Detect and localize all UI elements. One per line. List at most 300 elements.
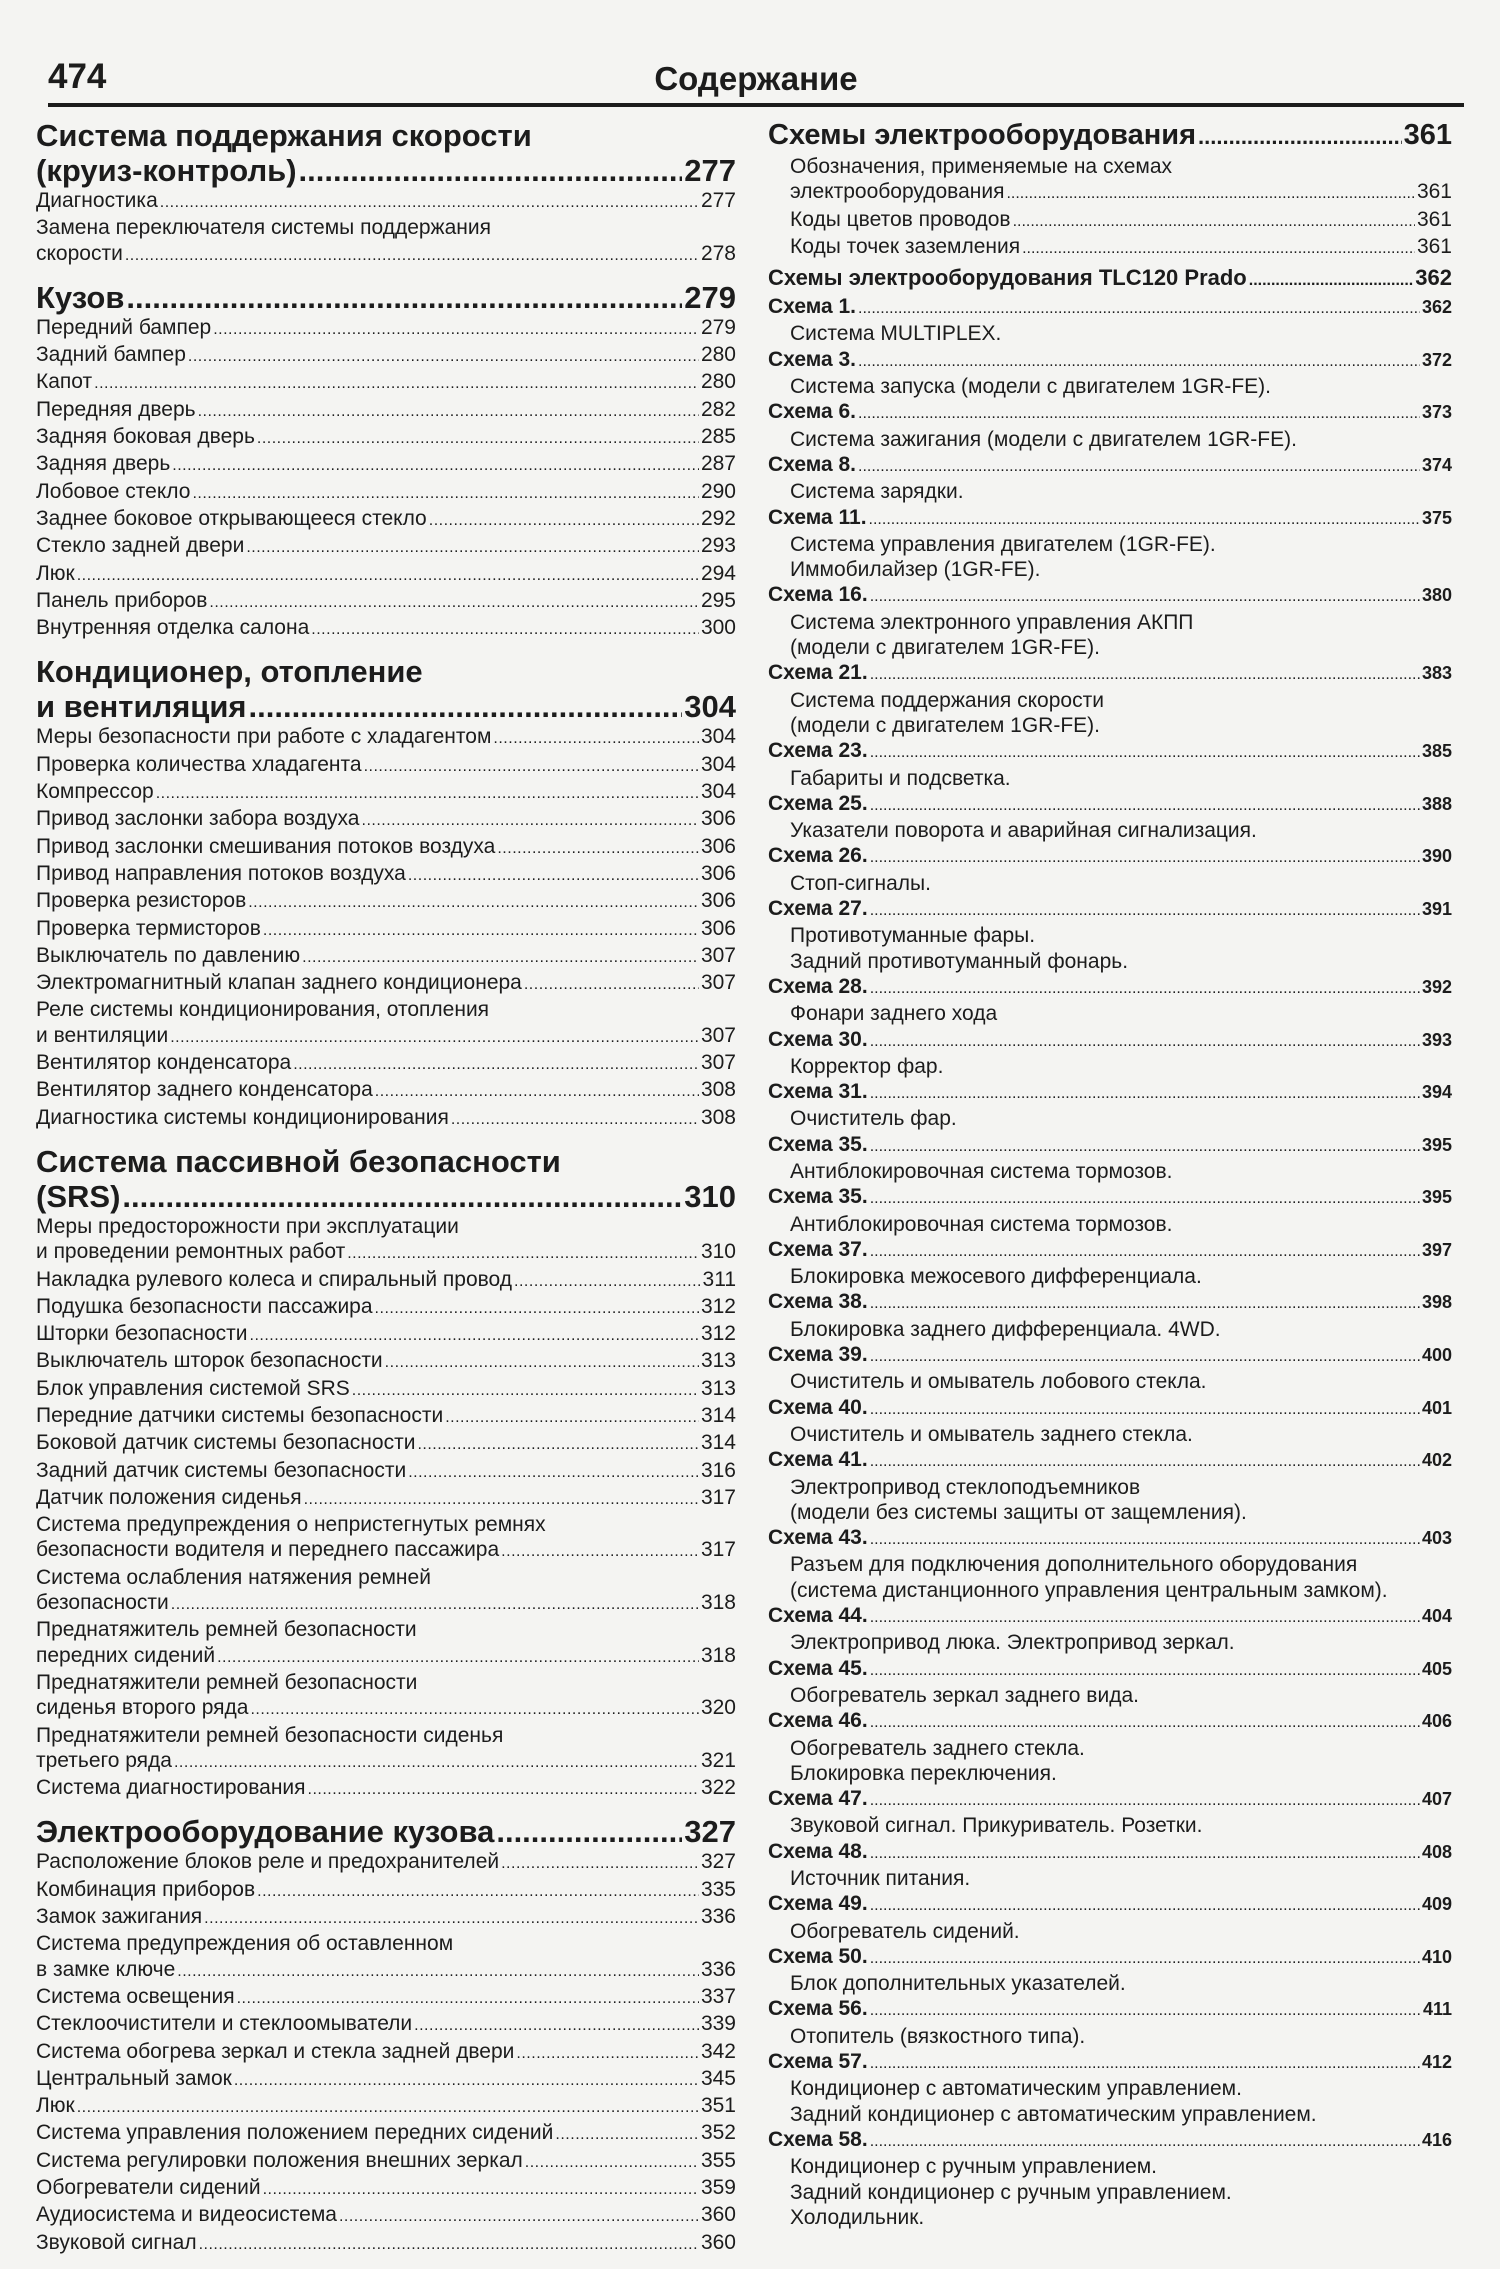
- toc-entry[interactable]: [36, 2066, 736, 2093]
- schema-page-number: 375: [1421, 507, 1452, 528]
- schema-entry[interactable]: [768, 1996, 1452, 2049]
- entry-line: [790, 179, 1452, 206]
- entry-page-number: 293: [700, 534, 736, 558]
- entry-line: [36, 1957, 736, 1984]
- leader-dots: [870, 1134, 1420, 1159]
- leader-dots: [870, 898, 1420, 923]
- entry-line: [36, 1984, 736, 2011]
- toc-entry[interactable]: [36, 916, 736, 943]
- toc-entry[interactable]: [36, 588, 736, 615]
- schema-description: Противотуманные фары.: [790, 924, 1036, 948]
- toc-entry[interactable]: [36, 561, 736, 588]
- entry-line: [36, 1849, 736, 1876]
- toc-entry[interactable]: [36, 1849, 736, 1876]
- entry-text: Заднее боковое открывающееся стекло: [36, 506, 427, 530]
- section-title-line: [36, 1814, 736, 1849]
- schema-entry[interactable]: [768, 505, 1452, 583]
- entry-page-number: 307: [700, 971, 736, 995]
- section-title[interactable]: [36, 118, 736, 188]
- schema-entry[interactable]: [768, 1184, 1452, 1237]
- schema-title: [768, 1237, 1452, 1264]
- schema-description: Блок дополнительных указателей.: [790, 1972, 1126, 1996]
- schema-title: [768, 1525, 1452, 1552]
- leader-dots: [869, 507, 1420, 532]
- entry-text: Обогреватели сидений: [36, 2176, 261, 2199]
- toc-entry[interactable]: [36, 779, 736, 806]
- toc-entry[interactable]: [36, 1485, 736, 1512]
- leader-dots: [870, 1658, 1420, 1683]
- entry-text-line: Обозначения, применяемые на схемах: [790, 155, 1172, 178]
- toc-entry[interactable]: [36, 397, 736, 424]
- schema-title: [768, 1786, 1452, 1813]
- toc-entry[interactable]: [36, 1105, 736, 1132]
- toc-entry[interactable]: [36, 215, 736, 268]
- schema-description: Задний кондиционер с автоматическим управлением.: [790, 2102, 1317, 2126]
- schema-entry[interactable]: [768, 791, 1452, 844]
- schema-page-number: 408: [1421, 1841, 1452, 1862]
- section-title[interactable]: [36, 1144, 736, 1214]
- entry-text: Привод заслонки смешивания потоков воздуха: [36, 834, 496, 858]
- schema-title: [768, 582, 1452, 609]
- entry-page-number: 277: [700, 189, 736, 212]
- toc-entry[interactable]: [36, 424, 736, 451]
- leader-dots: [217, 1645, 699, 1670]
- toc-entry[interactable]: [36, 1877, 736, 1904]
- section-title-text: (круиз-контроль): [36, 153, 297, 188]
- entry-text: Накладка рулевого колеса и спиральный провод: [36, 1267, 513, 1291]
- toc-entry[interactable]: [36, 997, 736, 1050]
- entry-text: и проведении ремонтных работ: [36, 1240, 346, 1264]
- schema-description: Антиблокировочная система тормозов.: [790, 1212, 1173, 1236]
- section-title-line: [36, 1179, 736, 1214]
- entry-line: [36, 2066, 736, 2093]
- toc-entry[interactable]: [36, 834, 736, 861]
- leader-dots: [496, 1814, 682, 1849]
- schema-page-number: 395: [1421, 1187, 1452, 1208]
- entry-page-number: 327: [700, 1850, 736, 1874]
- schema-description: Система запуска (модели с двигателем 1GR-FE).: [790, 375, 1272, 399]
- schema-description: Антиблокировочная система тормозов.: [790, 1159, 1173, 1183]
- toc-entry[interactable]: [36, 1512, 736, 1565]
- toc-entry[interactable]: [36, 1458, 736, 1485]
- page-title: Содержание: [654, 60, 858, 97]
- entry-line: [36, 188, 736, 215]
- schema-title: [768, 505, 1452, 532]
- leader-dots: [870, 1449, 1420, 1474]
- schema-title: [768, 1996, 1452, 2023]
- schema-entry[interactable]: [768, 1656, 1452, 1709]
- entry-text: Люк: [36, 2094, 75, 2118]
- schema-entry[interactable]: [768, 1395, 1452, 1448]
- entry-page-number: 361: [1416, 234, 1452, 258]
- toc-entry[interactable]: [36, 724, 736, 751]
- schema-title-text: Схема 6.: [768, 400, 857, 424]
- toc-entry[interactable]: [36, 2202, 736, 2229]
- entry-page-number: 312: [700, 1294, 736, 1318]
- entry-line: [36, 369, 736, 396]
- entry-page-number: 318: [700, 1591, 736, 1615]
- schema-description: Стоп-сигналы.: [790, 871, 931, 895]
- schema-block-page-number: 362: [1415, 265, 1452, 291]
- leader-dots: [870, 1605, 1420, 1630]
- toc-entry[interactable]: [36, 1077, 736, 1104]
- toc-entry[interactable]: [36, 1670, 736, 1723]
- entry-page-number: 337: [700, 1984, 736, 2008]
- toc-entry[interactable]: [36, 1565, 736, 1618]
- schema-title: [768, 1079, 1452, 1106]
- toc-entry[interactable]: [36, 806, 736, 833]
- schema-title-text: Схема 46.: [768, 1709, 868, 1733]
- entry-page-number: 352: [700, 2121, 736, 2145]
- entry-text-line: Система предупреждения об оставленном: [36, 1932, 454, 1956]
- entry-text: Задняя боковая дверь: [36, 425, 255, 449]
- toc-entry[interactable]: [36, 1904, 736, 1931]
- schema-description: Система управления двигателем (1GR-FE).: [790, 532, 1216, 556]
- toc-entry[interactable]: [36, 888, 736, 915]
- toc-entry[interactable]: [36, 2230, 736, 2257]
- schema-description: Холодильник.: [790, 2205, 925, 2229]
- schema-entry[interactable]: [768, 843, 1452, 896]
- schema-title: [768, 1447, 1452, 1474]
- toc-entry[interactable]: [36, 1267, 736, 1294]
- schema-entry[interactable]: [768, 974, 1452, 1027]
- schema-entry[interactable]: [768, 1708, 1452, 1786]
- leader-dots: [204, 1906, 699, 1931]
- page-header: [48, 55, 1464, 107]
- section-title-line: [36, 280, 736, 315]
- section-title-line: Кондиционер, отопление: [36, 654, 423, 690]
- toc-entry[interactable]: [36, 369, 736, 396]
- entry-page-number: 345: [700, 2066, 736, 2090]
- schema-description: Иммобилайзер (1GR-FE).: [790, 558, 1041, 582]
- entry-line: [36, 615, 736, 642]
- schema-entry[interactable]: [768, 2049, 1452, 2127]
- toc-entry[interactable]: [36, 970, 736, 997]
- leader-dots: [870, 1710, 1420, 1735]
- leader-dots: [870, 740, 1420, 765]
- entry-text: Внутренняя отделка салона: [36, 616, 310, 640]
- toc-entry[interactable]: [36, 451, 736, 478]
- leader-dots: [299, 153, 683, 188]
- entry-line: [790, 207, 1452, 234]
- leader-dots: [293, 1052, 699, 1077]
- schema-entry[interactable]: [768, 1944, 1452, 1997]
- schema-title-text: Схема 58.: [768, 2127, 868, 2151]
- entry-text: Проверка количества хладагента: [36, 752, 362, 776]
- leader-dots: [302, 945, 699, 970]
- entry-line: [36, 806, 736, 833]
- entry-text: Система управления положением передних сидений: [36, 2121, 554, 2145]
- schema-title-text: Схема 39.: [768, 1343, 868, 1367]
- toc-entry[interactable]: [36, 1214, 736, 1267]
- entry-text: Выключатель шторок безопасности: [36, 1349, 383, 1373]
- leader-dots: [1198, 120, 1402, 154]
- toc-entry[interactable]: [36, 1348, 736, 1375]
- leader-dots: [352, 1378, 699, 1403]
- schema-description: (модели с двигателем 1GR-FE).: [790, 636, 1100, 660]
- toc-entry[interactable]: [36, 1984, 736, 2011]
- schema-title: [768, 1839, 1452, 1866]
- entry-page-number: 306: [700, 861, 736, 885]
- schema-entry[interactable]: [768, 1132, 1452, 1185]
- toc-entry[interactable]: [36, 943, 736, 970]
- schema-entry[interactable]: [768, 1603, 1452, 1656]
- leader-dots: [870, 584, 1420, 609]
- schema-entry[interactable]: [768, 1289, 1452, 1342]
- toc-entry[interactable]: [36, 1376, 736, 1403]
- toc-entry[interactable]: [36, 1403, 736, 1430]
- schema-entry[interactable]: [768, 660, 1452, 738]
- entry-line: [36, 1695, 736, 1722]
- toc-entry[interactable]: [36, 342, 736, 369]
- leader-dots: [171, 1592, 699, 1617]
- schema-description: (система дистанционного управления центральным замком).: [790, 1578, 1388, 1602]
- schema-block-title[interactable]: [768, 265, 1452, 294]
- schema-entry[interactable]: [768, 399, 1452, 452]
- schema-entry[interactable]: [768, 1342, 1452, 1395]
- entry-line: [36, 2148, 736, 2175]
- schema-description: Обогреватель зеркал заднего вида.: [790, 1683, 1139, 1707]
- schema-entry[interactable]: [768, 347, 1452, 400]
- toc-entry[interactable]: [36, 1931, 736, 1984]
- toc-sub-entry[interactable]: [768, 207, 1452, 234]
- leader-dots: [525, 2150, 699, 2175]
- entry-line: [36, 451, 736, 478]
- toc-entry[interactable]: [36, 533, 736, 560]
- entry-text: и вентиляции: [36, 1023, 169, 1047]
- schema-entry[interactable]: [768, 1237, 1452, 1290]
- schema-entry[interactable]: [768, 896, 1452, 974]
- entry-line: [36, 1748, 736, 1775]
- leader-dots: [858, 401, 1420, 426]
- toc-entry[interactable]: [36, 2175, 736, 2202]
- schema-description: Система MULTIPLEX.: [790, 322, 1002, 346]
- entry-line: [36, 1348, 736, 1375]
- schema-entry[interactable]: [768, 1525, 1452, 1603]
- schema-page-number: 400: [1421, 1345, 1452, 1366]
- leader-dots: [870, 976, 1420, 1001]
- schema-entry[interactable]: [768, 1079, 1452, 1132]
- toc-entry[interactable]: [36, 1050, 736, 1077]
- schema-title: [768, 1656, 1452, 1683]
- schema-description: Блокировка переключения.: [790, 1761, 1057, 1785]
- leader-dots: [375, 1296, 699, 1321]
- schema-description: Задний противотуманный фонарь.: [790, 949, 1129, 973]
- toc-sub-entry[interactable]: [768, 154, 1452, 207]
- schema-title-text: Схема 25.: [768, 791, 868, 815]
- entry-line: [36, 1050, 736, 1077]
- leader-dots: [870, 793, 1420, 818]
- toc-entry[interactable]: [36, 506, 736, 533]
- toc-entry[interactable]: [36, 2093, 736, 2120]
- toc-entry[interactable]: [36, 315, 736, 342]
- toc-entry[interactable]: [36, 615, 736, 642]
- leader-dots: [308, 1777, 699, 1802]
- toc-entry[interactable]: [36, 1617, 736, 1670]
- schema-entry[interactable]: [768, 452, 1452, 505]
- entry-text: Звуковой сигнал: [36, 2230, 197, 2254]
- toc-entry[interactable]: [36, 188, 736, 215]
- schema-entry[interactable]: [768, 2127, 1452, 2230]
- entry-line: [36, 916, 736, 943]
- leader-dots: [445, 1405, 699, 1430]
- entry-line: [36, 1904, 736, 1931]
- entry-page-number: 295: [700, 588, 736, 612]
- entry-page-number: 312: [700, 1322, 736, 1346]
- schema-title: [768, 1891, 1452, 1918]
- schema-description: Источник питания.: [790, 1867, 971, 1890]
- schema-page-number: 403: [1421, 1528, 1452, 1549]
- entry-text: Система диагностирования: [36, 1776, 306, 1800]
- entry-line: [36, 970, 736, 997]
- entry-line: [36, 1430, 736, 1457]
- schema-entry[interactable]: [768, 1891, 1452, 1944]
- entry-line: [36, 2202, 736, 2229]
- toc-entry[interactable]: [36, 1775, 736, 1802]
- leader-dots: [1013, 209, 1415, 234]
- entry-page-number: 342: [700, 2039, 736, 2063]
- schema-entry[interactable]: [768, 1027, 1452, 1080]
- toc-entry[interactable]: [36, 1723, 736, 1776]
- schema-title: [768, 738, 1452, 765]
- entry-page-number: 307: [700, 943, 736, 967]
- entry-line: [36, 2230, 736, 2257]
- schema-title: [768, 660, 1452, 687]
- section-title[interactable]: [768, 118, 1452, 154]
- schema-entry[interactable]: [768, 294, 1452, 347]
- toc-entry[interactable]: [36, 2148, 736, 2175]
- entry-text: безопасности: [36, 1591, 169, 1615]
- schema-page-number: 385: [1421, 741, 1452, 762]
- section-title[interactable]: [36, 1814, 736, 1849]
- leader-dots: [192, 481, 699, 506]
- entry-page-number: 304: [700, 725, 736, 749]
- schema-page-number: 391: [1421, 899, 1452, 920]
- section-page-number: 361: [1403, 119, 1452, 151]
- entry-page-number: 313: [700, 1349, 736, 1373]
- entry-page-number: 361: [1416, 180, 1452, 204]
- toc-entry[interactable]: [36, 861, 736, 888]
- toc-entry[interactable]: [36, 2011, 736, 2038]
- section-title[interactable]: [36, 654, 736, 724]
- schema-title-text: Схема 23.: [768, 739, 868, 763]
- entry-text: Компрессор: [36, 780, 154, 804]
- leader-dots: [156, 781, 699, 806]
- schema-description: Очиститель и омыватель заднего стекла.: [790, 1422, 1193, 1446]
- leader-dots: [516, 2041, 699, 2066]
- schema-title: [768, 896, 1452, 923]
- entry-line: [36, 1643, 736, 1670]
- entry-page-number: 314: [700, 1403, 736, 1427]
- schema-entry[interactable]: [768, 582, 1452, 660]
- section-title-line: Система поддержания скорости: [36, 118, 532, 153]
- schema-entry[interactable]: [768, 1839, 1452, 1892]
- leader-dots: [555, 2122, 699, 2147]
- schema-page-number: 398: [1421, 1292, 1452, 1313]
- entry-line: [36, 1485, 736, 1512]
- schema-entry[interactable]: [768, 738, 1452, 791]
- schema-title: [768, 294, 1452, 321]
- section-title-text: Кузов: [36, 279, 125, 315]
- leader-dots: [234, 2068, 699, 2093]
- schema-title-text: Схема 43.: [768, 1526, 868, 1550]
- entry-page-number: 306: [700, 834, 736, 858]
- toc-entry[interactable]: [36, 752, 736, 779]
- schema-entry[interactable]: [768, 1786, 1452, 1839]
- leader-dots: [408, 863, 699, 888]
- entry-page-number: 360: [700, 2203, 736, 2227]
- entry-page-number: 280: [700, 370, 736, 394]
- entry-line: [36, 2011, 736, 2038]
- entry-page-number: 313: [700, 1376, 736, 1400]
- schema-title-text: Схема 45.: [768, 1656, 868, 1680]
- entry-line: [36, 2120, 736, 2147]
- toc-sub-entry[interactable]: [768, 234, 1452, 261]
- schema-page-number: 402: [1421, 1450, 1452, 1471]
- toc-entry[interactable]: [36, 1294, 736, 1321]
- entry-text-line: Меры предосторожности при эксплуатации: [36, 1214, 459, 1238]
- schema-description: Обогреватель заднего стекла.: [790, 1736, 1085, 1760]
- entry-line: [36, 752, 736, 779]
- toc-entry[interactable]: [36, 479, 736, 506]
- entry-text: третьего ряда: [36, 1748, 172, 1772]
- schema-page-number: 388: [1421, 793, 1452, 814]
- section-title[interactable]: [36, 280, 736, 315]
- entry-line: [36, 861, 736, 888]
- entry-line: [36, 561, 736, 588]
- schema-title: [768, 843, 1452, 870]
- section-title-line: [36, 153, 736, 188]
- schema-title-text: Схема 44.: [768, 1604, 868, 1628]
- entry-text: Боковой датчик системы безопасности: [36, 1431, 416, 1455]
- toc-entry[interactable]: [36, 2039, 736, 2066]
- schema-title: [768, 452, 1452, 479]
- leader-dots: [198, 399, 699, 424]
- toc-entry[interactable]: [36, 1430, 736, 1457]
- entry-line: [36, 1590, 736, 1617]
- leader-dots: [199, 2232, 699, 2257]
- entry-page-number: 355: [700, 2148, 736, 2172]
- entry-text: Передняя дверь: [36, 397, 196, 421]
- entry-line: [36, 1023, 736, 1050]
- leader-dots: [177, 1959, 699, 1984]
- leader-dots: [347, 1241, 699, 1266]
- schema-title-text: Схема 49.: [768, 1892, 868, 1916]
- entry-text-line: Преднатяжитель ремней безопасности: [36, 1618, 417, 1642]
- leader-dots: [1249, 268, 1414, 294]
- schema-title-text: Схема 31.: [768, 1080, 868, 1104]
- toc-entry[interactable]: [36, 1321, 736, 1348]
- entry-page-number: 339: [700, 2012, 736, 2036]
- entry-line: [36, 1403, 736, 1430]
- schema-title-text: Схема 1.: [768, 295, 857, 319]
- schema-description: Система электронного управления АКПП: [790, 610, 1194, 634]
- entry-page-number: 314: [700, 1431, 736, 1455]
- section-title-text: и вентиляция: [36, 689, 247, 725]
- entry-line: [36, 1376, 736, 1403]
- entry-text: в замке ключе: [36, 1957, 176, 1981]
- entry-page-number: 318: [700, 1643, 736, 1667]
- schema-title: [768, 1027, 1452, 1054]
- toc-entry[interactable]: [36, 2120, 736, 2147]
- schema-title-text: Схема 40.: [768, 1395, 868, 1419]
- leader-dots: [524, 972, 699, 997]
- schema-entry[interactable]: [768, 1447, 1452, 1525]
- entry-text-line: Система предупреждения о непристегнутых ремнях: [36, 1513, 546, 1537]
- entry-line: [36, 315, 736, 342]
- schema-description: Блокировка межосевого дифференциала.: [790, 1265, 1202, 1289]
- entry-text: Меры безопасности при работе с хладагентом: [36, 725, 492, 749]
